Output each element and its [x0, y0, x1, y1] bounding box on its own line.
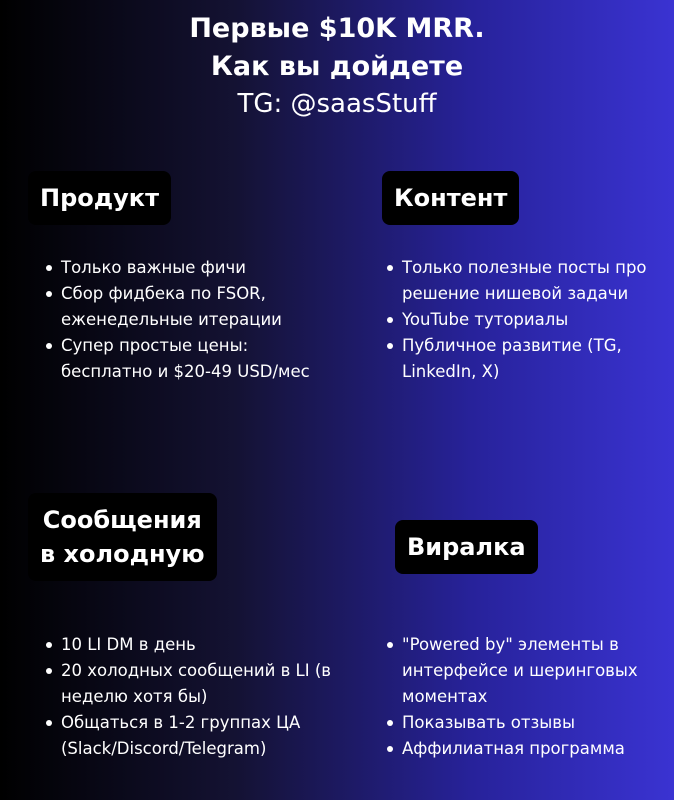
list-item: Аффилиатная программа	[385, 736, 660, 762]
telegram-handle: TG: @saasStuff	[237, 89, 437, 119]
section-heading-product: Продукт	[28, 171, 171, 225]
header	[0, 10, 674, 122]
cold-heading-line-2: в холодную	[40, 540, 205, 568]
viral-list	[385, 632, 660, 762]
title-line-1: Первые $10K MRR.	[189, 13, 485, 44]
list-item: Супер простые цены: бесплатно и $20-49 USD/мес	[44, 333, 344, 385]
section-heading-content: Контент	[382, 171, 519, 225]
cold-heading-line-1: Сообщения	[42, 506, 202, 534]
title-line-2: Как вы дойдете	[210, 51, 464, 82]
list-item: "Powered by" элементы в интерфейсе и шеринговых моментах	[385, 632, 660, 710]
list-item: Сбор фидбека по FSOR, еженедельные итерации	[44, 281, 344, 333]
list-item: Только полезные посты про решение нишевой задачи	[385, 255, 655, 307]
list-item: 20 холодных сообщений в LI (в неделю хотя бы)	[44, 658, 334, 710]
list-item: Публичное развитие (TG, LinkedIn, X)	[385, 333, 655, 385]
list-item: 10 LI DM в день	[44, 632, 334, 658]
section-heading-cold-messages	[28, 493, 217, 581]
list-item: YouTube туториалы	[385, 307, 655, 333]
list-item: Общаться в 1-2 группах ЦА (Slack/Discord/Telegram)	[44, 710, 334, 762]
list-item: Только важные фичи	[44, 255, 344, 281]
content-list	[385, 255, 655, 385]
cold-messages-list	[44, 632, 334, 762]
list-item: Показывать отзывы	[385, 710, 660, 736]
section-heading-viral: Виралка	[395, 520, 538, 574]
product-list	[44, 255, 344, 385]
